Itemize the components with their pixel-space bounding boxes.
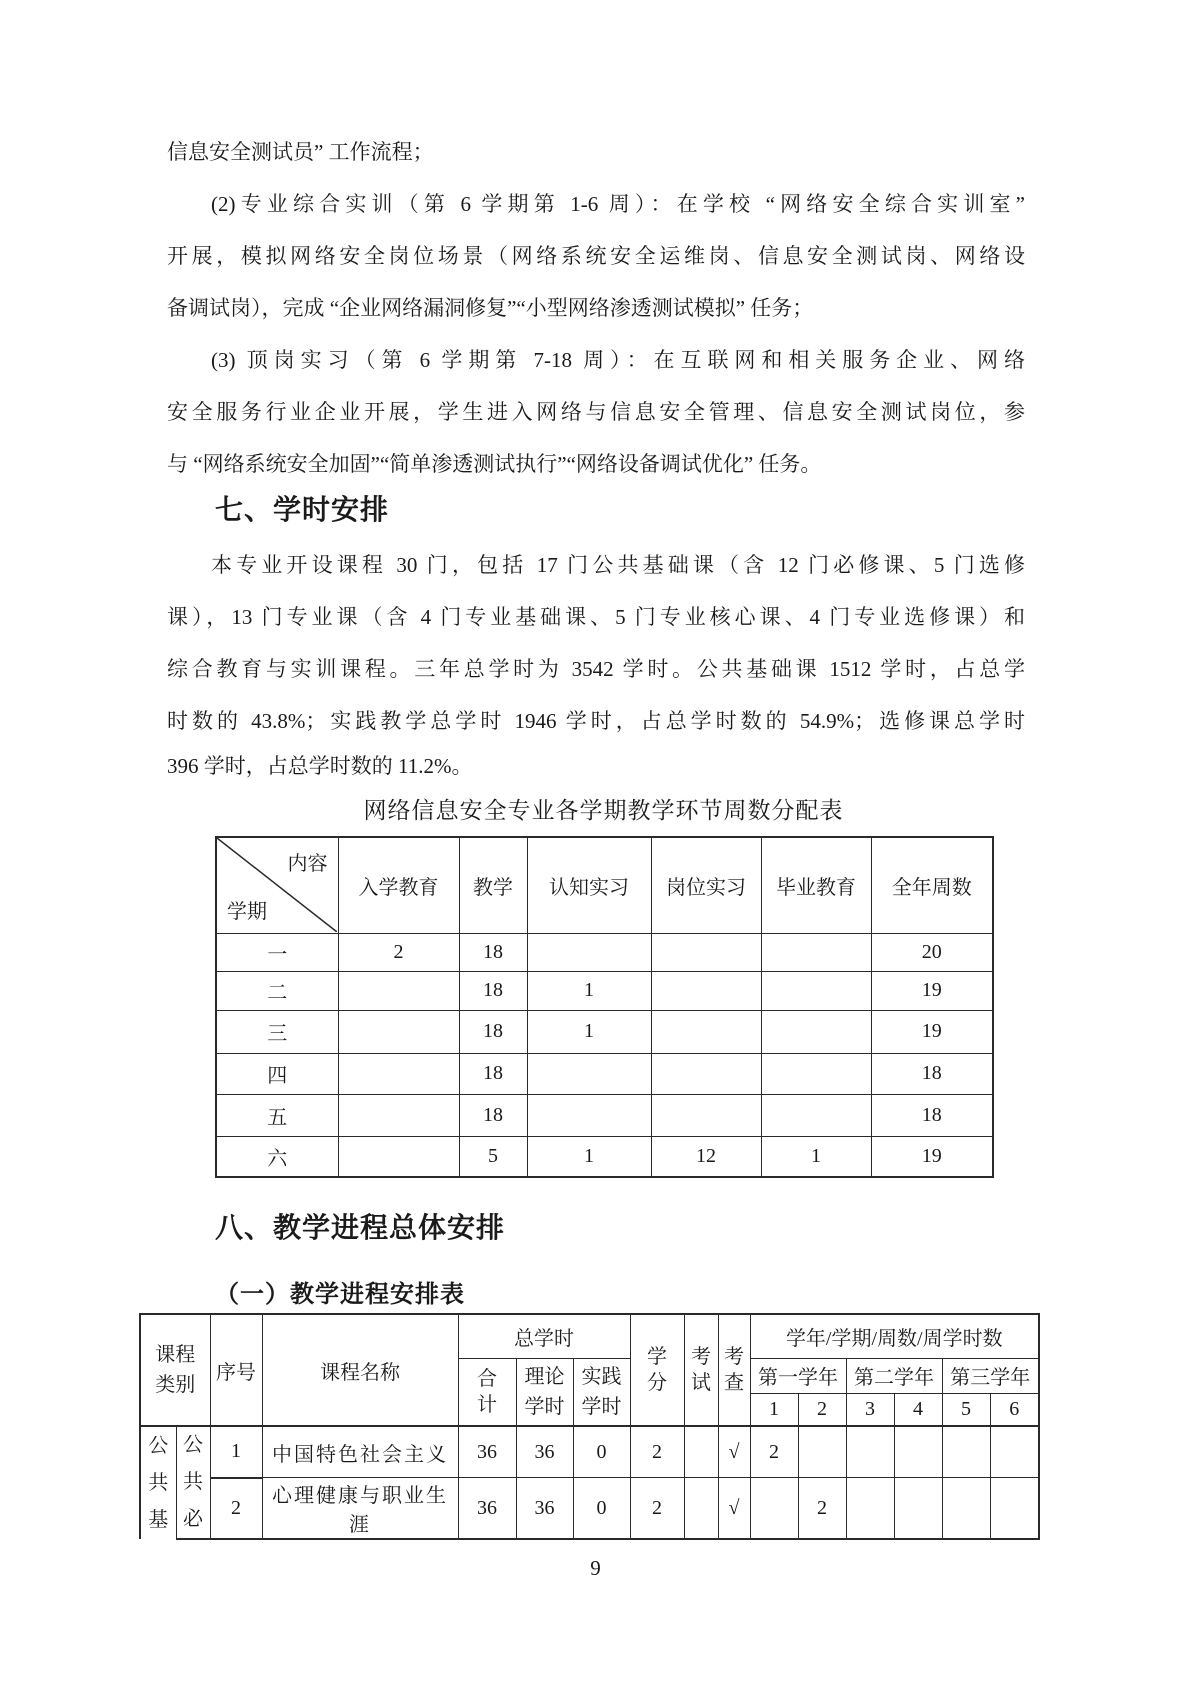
t1-cell: 18 xyxy=(459,933,527,971)
t1-cell: 2 xyxy=(338,933,459,971)
t1-cell xyxy=(651,1053,761,1094)
paragraph-line: (3) 顶岗实习（第 6 学期第 7-18 周）：在互联网和相关服务企业、网络 xyxy=(211,348,1025,372)
t1-cell xyxy=(761,933,871,971)
t1-cell xyxy=(527,1094,651,1136)
t2-header-exam xyxy=(684,1314,718,1426)
t2-cell: 36 xyxy=(516,1478,573,1539)
t2-header-course-name: 课程名称 xyxy=(262,1314,458,1426)
t2-header-no: 序号 xyxy=(210,1314,262,1426)
t2-cell xyxy=(684,1478,718,1539)
paragraph-line: 安全服务行业企业开展，学生进入网络与信息安全管理、信息安全测试岗位，参 xyxy=(167,400,1025,424)
t2-cell-course-name: 中国特色社会主义 xyxy=(262,1426,458,1478)
table-row xyxy=(216,933,993,971)
t1-cell xyxy=(338,1053,459,1094)
t1-cell xyxy=(527,1053,651,1094)
t1-cell: 一 xyxy=(216,933,338,971)
t2-cell: 2 xyxy=(630,1426,684,1478)
t2-cell xyxy=(750,1478,798,1539)
t1-cell: 18 xyxy=(459,971,527,1010)
t1-corner-top-label: 内容 xyxy=(287,853,328,875)
paragraph-line: 与 “网络系统安全加固”“简单渗透测试执行”“网络设备调试优化” 任务。 xyxy=(167,452,822,476)
paragraph-line: 备调试岗），完成 “企业网络漏洞修复”“小型网络渗透测试模拟” 任务； xyxy=(167,296,814,320)
t2-category-inner-label: 公共必 xyxy=(183,1434,203,1530)
table-row xyxy=(216,1136,993,1177)
t2-header-credits-label: 学分 xyxy=(647,1346,668,1394)
t2-header-sum-label: 合计 xyxy=(477,1367,497,1416)
t1-cell: 1 xyxy=(527,971,651,1010)
t2-cell xyxy=(846,1426,894,1478)
t2-header-assessment-label: 考查 xyxy=(724,1346,745,1394)
section-subheading-8-1: （一）教学进程安排表 xyxy=(215,1282,465,1308)
t2-cell: 36 xyxy=(458,1478,516,1539)
table-row xyxy=(140,1478,1039,1539)
t2-header-theory-label: 理论学时 xyxy=(524,1365,565,1418)
paragraph-line: 课），13 门专业课（含 4 门专业基础课、5 门专业核心课、4 门专业选修课）和 xyxy=(167,605,1025,629)
t2-cell: 2 xyxy=(798,1478,846,1539)
section-heading-8: 八、教学进程总体安排 xyxy=(215,1212,506,1243)
t2-cell: 2 xyxy=(750,1426,798,1478)
t2-header-exam-label: 考试 xyxy=(691,1346,712,1394)
t2-header-theory xyxy=(516,1358,573,1426)
table-row xyxy=(216,1010,993,1053)
t1-cell: 1 xyxy=(527,1136,651,1177)
t2-header-sem: 1 xyxy=(750,1393,798,1426)
paragraph-line: 开展，模拟网络安全岗位场景（网络系统安全运维岗、信息安全测试岗、网络设 xyxy=(167,244,1025,268)
t1-cell: 20 xyxy=(871,933,993,971)
paragraph-line: 本专业开设课程 30 门，包括 17 门公共基础课（含 12 门必修课、5 门选修 xyxy=(211,553,1025,577)
t2-header-year3: 第三学年 xyxy=(942,1358,1039,1393)
t2-cell xyxy=(990,1478,1039,1539)
t1-header: 入学教育 xyxy=(338,837,459,933)
t1-cell: 12 xyxy=(651,1136,761,1177)
t1-corner-bottom-label: 学期 xyxy=(227,900,267,923)
t1-cell xyxy=(761,971,871,1010)
t1-header: 毕业教育 xyxy=(761,837,871,933)
t2-cell xyxy=(684,1426,718,1478)
t2-cell-checkmark: √ xyxy=(718,1426,750,1478)
t2-cell: 0 xyxy=(573,1426,630,1478)
t2-header-sem: 2 xyxy=(798,1393,846,1426)
t2-cell xyxy=(798,1426,846,1478)
t2-header-sem: 3 xyxy=(846,1393,894,1426)
t1-cell xyxy=(651,1094,761,1136)
semester-weeks-table xyxy=(215,836,994,1178)
t2-cell-no: 1 xyxy=(210,1426,262,1478)
t1-cell: 19 xyxy=(871,1010,993,1053)
semester-weeks-table-grid xyxy=(215,836,994,1178)
t2-header-sem: 4 xyxy=(894,1393,942,1426)
t1-cell: 18 xyxy=(459,1053,527,1094)
t1-cell: 19 xyxy=(871,971,993,1010)
table-row xyxy=(216,1053,993,1094)
t2-cell xyxy=(894,1478,942,1539)
t1-cell xyxy=(761,1094,871,1136)
t1-cell: 三 xyxy=(216,1010,338,1053)
t1-cell: 19 xyxy=(871,1136,993,1177)
t2-header-assessment xyxy=(718,1314,750,1426)
table-row xyxy=(216,971,993,1010)
t1-cell xyxy=(761,1053,871,1094)
t1-cell: 六 xyxy=(216,1136,338,1177)
t1-header: 认知实习 xyxy=(527,837,651,933)
t2-header-years: 学年/学期/周数/周学时数 xyxy=(750,1314,1039,1358)
t2-category-outer-cell xyxy=(140,1426,176,1539)
t2-header-practice xyxy=(573,1358,630,1426)
table-row xyxy=(140,1426,1039,1478)
t2-header-practice-label: 实践学时 xyxy=(581,1365,622,1418)
t1-cell: 五 xyxy=(216,1094,338,1136)
t1-header: 教学 xyxy=(459,837,527,933)
paragraph-line: 综合教育与实训课程。三年总学时为 3542 学时。公共基础课 1512 学时，占总学 xyxy=(167,657,1025,681)
t2-category-inner-cell xyxy=(176,1426,210,1539)
t2-category-outer-label: 公共基 xyxy=(148,1434,169,1531)
t2-header-sem: 5 xyxy=(942,1393,990,1426)
t2-cell-no: 2 xyxy=(210,1478,262,1539)
t2-cell: 2 xyxy=(630,1478,684,1539)
t1-cell: 18 xyxy=(871,1053,993,1094)
section-heading-7: 七、学时安排 xyxy=(215,494,390,525)
paragraph-line: (2)专业综合实训（第 6 学期第 1-6 周）：在学校 “网络安全综合实训室” xyxy=(211,192,1025,216)
t1-cell xyxy=(651,933,761,971)
t2-header-sum xyxy=(458,1358,516,1426)
t1-cell: 1 xyxy=(527,1010,651,1053)
t2-header-year2: 第二学年 xyxy=(846,1358,942,1393)
t1-cell xyxy=(651,971,761,1010)
t2-cell xyxy=(942,1478,990,1539)
column-border-extension xyxy=(176,1523,177,1532)
teaching-schedule-table xyxy=(139,1313,1040,1540)
t1-cell xyxy=(761,1010,871,1053)
t2-cell-course-name: 心理健康与职业生涯 xyxy=(262,1478,458,1539)
t1-cell xyxy=(338,971,459,1010)
t1-header: 全年周数 xyxy=(871,837,993,933)
table-row xyxy=(216,1094,993,1136)
t2-cell: 36 xyxy=(458,1426,516,1478)
t1-cell: 5 xyxy=(459,1136,527,1177)
t2-cell xyxy=(942,1426,990,1478)
table1-title: 网络信息安全专业各学期教学环节周数分配表 xyxy=(363,798,844,823)
t2-cell xyxy=(846,1478,894,1539)
t2-header-credits xyxy=(630,1314,684,1426)
t1-cell xyxy=(338,1010,459,1053)
t1-cell xyxy=(527,933,651,971)
t1-cell xyxy=(651,1010,761,1053)
t2-cell-checkmark: √ xyxy=(718,1478,750,1539)
t1-cell: 18 xyxy=(459,1094,527,1136)
paragraph-line: 396 学时，占总学时数的 11.2%。 xyxy=(167,754,473,778)
t2-cell: 36 xyxy=(516,1426,573,1478)
t2-cell xyxy=(894,1426,942,1478)
page-number: 9 xyxy=(590,1556,601,1580)
column-border-extension xyxy=(139,1523,141,1532)
table-header-row xyxy=(140,1314,1039,1358)
t2-header-category-label: 课程类别 xyxy=(155,1344,196,1396)
t1-cell xyxy=(338,1094,459,1136)
t2-header-total-hours: 总学时 xyxy=(458,1314,630,1358)
paragraph-line: 信息安全测试员” 工作流程； xyxy=(167,140,434,164)
t1-corner-cell xyxy=(216,837,338,933)
t1-cell xyxy=(338,1136,459,1177)
t2-header-category xyxy=(140,1314,210,1426)
paragraph-line: 时数的 43.8%；实践教学总学时 1946 学时，占总学时数的 54.9%；选修课总学时 xyxy=(167,709,1025,733)
t1-cell: 二 xyxy=(216,971,338,1010)
t1-cell: 18 xyxy=(871,1094,993,1136)
t2-cell: 0 xyxy=(573,1478,630,1539)
t2-header-year1: 第一学年 xyxy=(750,1358,846,1393)
t1-cell: 18 xyxy=(459,1010,527,1053)
teaching-schedule-table-grid xyxy=(139,1313,1040,1540)
t1-cell: 1 xyxy=(761,1136,871,1177)
t2-header-sem: 6 xyxy=(990,1393,1039,1426)
t2-cell xyxy=(990,1426,1039,1478)
t1-header: 岗位实习 xyxy=(651,837,761,933)
t1-cell: 四 xyxy=(216,1053,338,1094)
